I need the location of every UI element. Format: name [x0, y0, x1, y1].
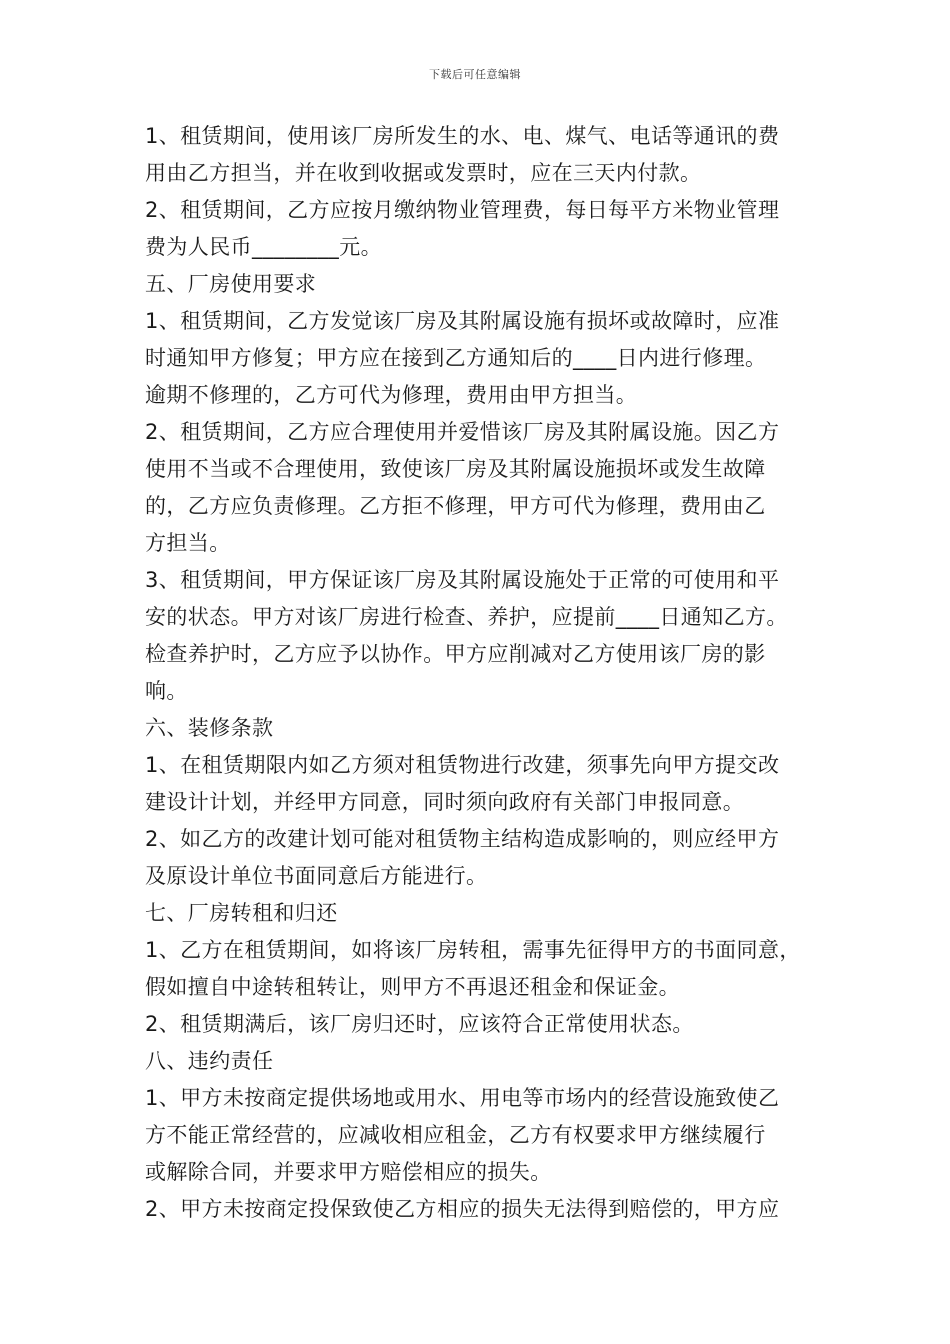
text-line: 3、租赁期间，甲方保证该厂房及其附属设施处于正常的可使用和平 [145, 568, 780, 592]
text-line: 用由乙方担当，并在收到收据或发票时，应在三天内付款。 [145, 161, 702, 185]
text-line: 时通知甲方修复；甲方应在接到乙方通知后的____日内进行修理。 [145, 346, 767, 370]
text-line: 建设计计划，并经甲方同意，同时须向政府有关部门申报同意。 [145, 790, 745, 814]
text-line: 响。 [145, 679, 188, 703]
text-line: 1、租赁期间，使用该厂房所发生的水、电、煤气、电话等通讯的费 [145, 124, 780, 148]
text-line: 安的状态。甲方对该厂房进行检查、养护，应提前____日通知乙方。 [145, 605, 788, 629]
section-heading: 六、装修条款 [145, 716, 274, 740]
section-heading: 八、违约责任 [145, 1049, 274, 1073]
text-line: 或解除合同，并要求甲方赔偿相应的损失。 [145, 1160, 552, 1184]
text-line: 2、如乙方的改建计划可能对租赁物主结构造成影响的，则应经甲方 [145, 827, 780, 851]
text-line: 费为人民币________元。 [145, 235, 382, 259]
section-heading: 五、厂房使用要求 [145, 272, 317, 296]
document-body [145, 118, 835, 1228]
text-line: 使用不当或不合理使用，致使该厂房及其附属设施损坏或发生故障 [145, 457, 766, 481]
text-line: 1、租赁期间，乙方发觉该厂房及其附属设施有损坏或故障时，应准 [145, 309, 780, 333]
text-line: 2、租赁期间，乙方应按月缴纳物业管理费，每日每平方米物业管理 [145, 198, 780, 222]
text-line: 假如擅自中途转租转让，则甲方不再退还租金和保证金。 [145, 975, 680, 999]
text-line: 1、甲方未按商定提供场地或用水、用电等市场内的经营设施致使乙 [145, 1086, 780, 1110]
page-header: 下载后可任意编辑 [429, 68, 521, 81]
text-line: 2、租赁期间，乙方应合理使用并爱惜该厂房及其附属设施。因乙方 [145, 420, 780, 444]
text-line: 2、租赁期满后，该厂房归还时，应该符合正常使用状态。 [145, 1012, 694, 1036]
text-line: 1、乙方在租赁期间，如将该厂房转租，需事先征得甲方的书面同意， [145, 938, 801, 962]
text-line: 的，乙方应负责修理。乙方拒不修理，甲方可代为修理，费用由乙 [145, 494, 766, 518]
text-line: 方担当。 [145, 531, 231, 555]
text-line: 检查养护时，乙方应予以协作。甲方应削减对乙方使用该厂房的影 [145, 642, 766, 666]
text-line: 方不能正常经营的，应减收相应租金，乙方有权要求甲方继续履行 [145, 1123, 766, 1147]
text-line: 2、甲方未按商定投保致使乙方相应的损失无法得到赔偿的，甲方应 [145, 1197, 780, 1221]
text-line: 逾期不修理的，乙方可代为修理，费用由甲方担当。 [145, 383, 638, 407]
text-line: 1、在租赁期限内如乙方须对租赁物进行改建，须事先向甲方提交改 [145, 753, 780, 777]
section-heading: 七、厂房转租和归还 [145, 901, 338, 925]
text-line: 及原设计单位书面同意后方能进行。 [145, 864, 488, 888]
